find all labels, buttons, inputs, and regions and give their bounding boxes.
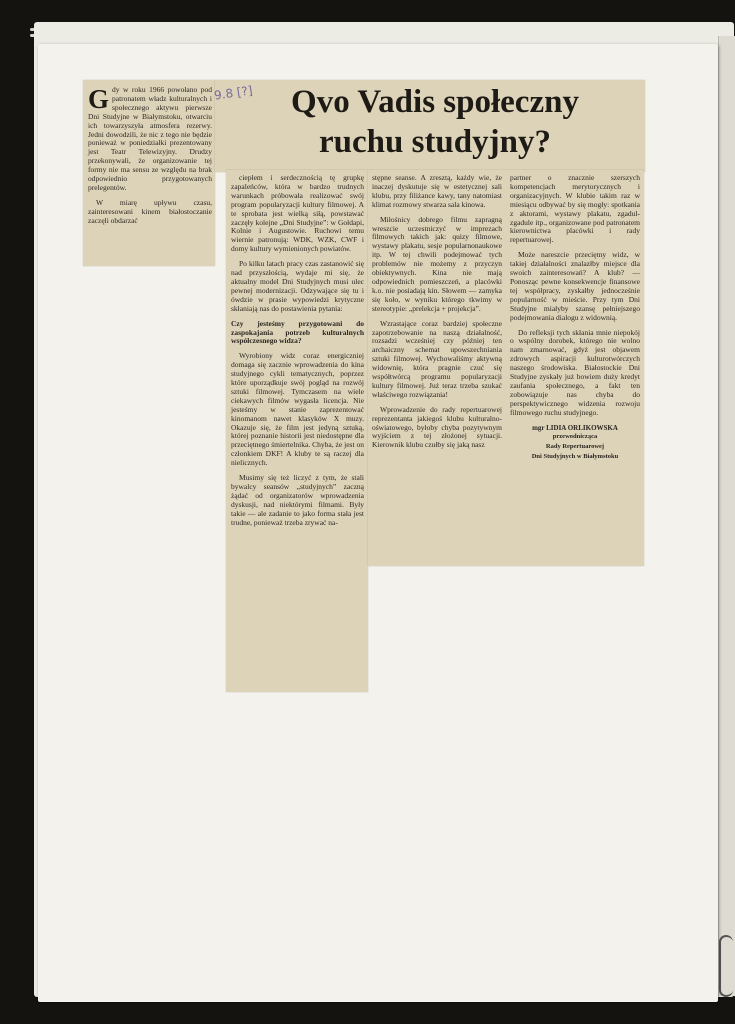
album-spine-strip — [718, 36, 735, 996]
column-3-paragraph: Wzrastające coraz bardziej społeczne zapotrzebowanie na naszą działalność, rozsadzi wcześniej czy później ten archaiczny schemat upowszechniania sztuki filmowej. Wychowaliśmy aktywną widownię, która pragnie czuć się współtwórcą programu popularyzacji kultury filmowej. Już teraz trzeba szukać właściwego rozwiązania! — [372, 318, 502, 399]
column-3-paragraph: Wprowadzenie do rady repertuarowej reprezentanta jakiegoś klubu kulturalno-oświatowego, byłoby chyba pozytywnym wyjściem z tej złożonej sytuacji. Kierownik klubu czułby się jaką nasz — [372, 404, 502, 450]
lead-dropcap: G — [88, 84, 110, 114]
column-2-paragraph: Musimy się też liczyć z tym, że stali bywalcy seansów „studyjnych” zaczną żądać od organizatorów wprowadzenia dyskusji, nad niektórymi filmami. Były takie — ale zadanie to jako forma stała jest trudne, ponieważ trzeba zrywać na- — [231, 473, 364, 527]
author-signature: mgr LIDIA ORLIKOWSKA — [532, 423, 618, 432]
column-3-paragraph: Miłośnicy dobrego filmu zapragną wreszcie uczestniczyć w imprezach filmowych takich jak: quizy filmowe, wystawy plakatu, sesje popularnonaukowe itp. W tej chwili podejmować tych problemów nie możemy z przyczyn obiektywnych. Kina nie mają odpowiednich pomieszczeń, a placówki k.o. nie posiadają kin. Słowem — zamyka się koło, w wyniku którego tkwimy w stereotypie: „prelekcja + projekcja”. — [372, 214, 502, 313]
column-2-paragraph: ciepłem i serdecznością tę grupkę zapaleńców, która w bardzo trudnych warunkach próbowała realizować swój program popularyzacji kultury filmowej. A te sprobata jest wielką siłą, powstawać zaczęły kolejne „Dni Studyjne”: w Gołdapi, Kolnie i Augustowie. Ruchowi temu wiernie patronują: WDK, WZK, CWF i domy kultury wymienionych powiatów. — [231, 173, 364, 254]
author-organization-city: Dni Studyjnych w Białymstoku — [531, 453, 619, 461]
author-organization: Rady Repertuarowej — [545, 443, 605, 451]
column-2-subheading: Czy jesteśmy przygotowani do zaspokajania potrzeb kulturalnych współczesnego widza? — [231, 318, 364, 346]
lead-column — [88, 86, 212, 232]
article-column-3 — [372, 174, 502, 456]
article-column-2 — [231, 174, 364, 534]
article-headline — [228, 82, 642, 162]
column-4-paragraph: Może nareszcie przeciętny widz, w takiej działalności znalazłby miejsce dla swoich zainteresowań? A klub? — Ponosząc pewne konsekwencje finansowe tej współpracy, zyskałby jednocześnie popularność w mieście. Przy tym Dni Studyjne miałyby szansę pełniejszego podejmowania dialogu z widownią. — [510, 250, 640, 322]
column-2-paragraph: Wyrobiony widz coraz energiczniej domaga się zacznie wprowadzenia do kina studyjnego cykli tematycznych, poprzez które uporządkuje swój pogląd na rozwój sztuki filmowej. Tymczasem na wiele ciekawych filmów wygasła licencja. Nie jesteśmy w stanie zaprezentować kinomanom nawet klasyków X muzy. Okazuje się, że film jest jedyną sztuką, której poznanie historii jest niedostępne dla przeciętnego śmiertelnika. Chyba, że jest on członkiem DKF! A kluby te są raczej dla nielicznych. — [231, 351, 364, 468]
lead-paragraph-2: W miarę upływu czasu, zainteresowani kinem białostoczanie zaczęli obdarzać — [88, 197, 212, 225]
author-role: przewodnicząca — [552, 433, 598, 441]
lead-paragraph: dy w roku 1966 powołano pod patronatem władz kulturalnych i społecznego aktywu pierwsze Dni Studyjne w Białymstoku, otwarciu ich towarzyszyła atmosfera rezerwy. Jedni dowodzili, że nic z tego nie będzie ponieważ w poniedziałki prezentowany jest Teatr Telewizyjny. Drudzy przekonywali, że organizowanie tej formy nie ma sensu ze względu na brak odpowiednio przygotowanych prelegentów. — [88, 85, 212, 192]
headline-line-2: ruchu studyjny? — [319, 124, 551, 160]
headline-line-1: Qvo Vadis społeczny — [291, 84, 579, 120]
column-4-paragraph: partner o znacznie szerszych kompetencjach merytorycznych i organizacyjnych. W klubie takim raz w miesiącu odbywać by się mogły: spotkania z aktorami, wystawy plakatu, zgadul-zgadule itp., organizowane pod patronatem kierownictwa placówki i rady repertuarowej. — [510, 173, 640, 245]
column-3-paragraph: stępne seanse. A zresztą, każdy wie, że inaczej dyskutuje się w estetycznej sali klubu, przy filiżance kawy, tany natomiast klimat rozmowy stwarza sala kinowa. — [372, 173, 502, 209]
article-column-4 — [510, 174, 640, 462]
column-4-paragraph: Do refleksji tych skłania mnie niepokój o wspólny dorobek, którego nie wolno nam zmarnować, gdyż jest objawem zdrowych aspiracji kulturotwórczych naszego środowiska. Białostockie Dni Studyjne zyskały już bowiem duży kredyt zaufania społecznego, a fakt ten zobowiązuje nas chyba do perspektywicznego widzenia rozwoju filmowego ruchu studyjnego. — [510, 327, 640, 417]
binder-ring-icon — [719, 935, 733, 997]
column-2-paragraph: Po kilku latach pracy czas zastanowić się nad przyszłością, wydaje mi się, że aktualny model Dni Studyjnych musi ulec pewnej modernizacji. Odzywające się tu i ówdzie w prasie wypowiedzi krytyczne skłaniają nas do postawienia pytania: — [231, 259, 364, 313]
handwritten-note: 9.8 [?] — [213, 83, 254, 103]
